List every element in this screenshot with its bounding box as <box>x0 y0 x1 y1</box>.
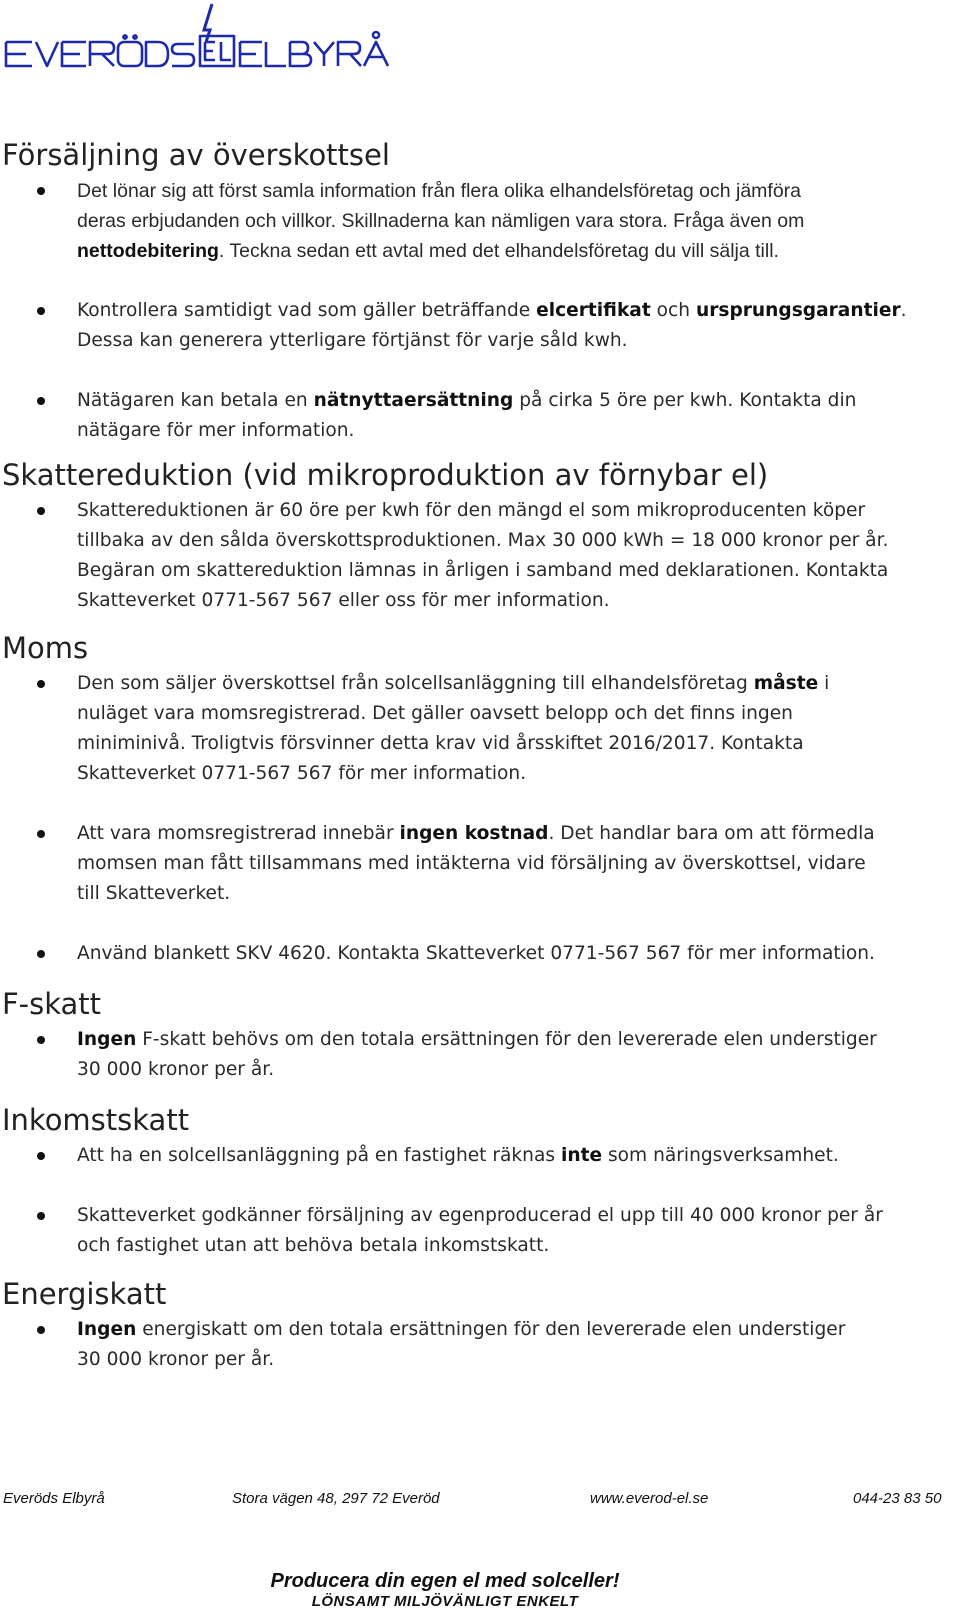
text-run: i <box>818 673 830 694</box>
footer-company-name: Everöds Elbyrå <box>3 1490 105 1507</box>
bullet-item <box>0 1201 960 1261</box>
text-run: Begäran om skattereduktion lämnas in årligen i samband med deklarationen. Kontakta <box>77 560 889 581</box>
section-heading: F-skatt <box>2 987 102 1021</box>
text-line <box>77 1231 958 1261</box>
section-heading: Energiskatt <box>2 1277 167 1311</box>
text-line <box>77 526 958 556</box>
bullet-icon <box>37 680 45 688</box>
text-run: Kontrollera samtidigt vad som gäller beträffande <box>77 300 537 321</box>
bullet-icon <box>37 950 45 958</box>
text-run: Skattereduktionen är 60 öre per kwh för den mängd el som mikroproducenten köper <box>77 500 866 521</box>
text-run: Nätägaren kan betala en <box>77 390 314 411</box>
text-run: och fastighet utan att behöva betala inkomstskatt. <box>77 1235 550 1256</box>
text-run: . Det handlar bara om att förmedla <box>548 823 875 844</box>
text-line <box>77 879 958 909</box>
text-run: deras erbjudanden och villkor. Skillnaderna kan nämligen vara stora. Fråga även om <box>77 210 805 232</box>
emphasized-text: nettodebitering <box>77 240 219 262</box>
text-line <box>77 669 958 699</box>
bullet-item <box>0 819 960 909</box>
emphasized-text: nätnyttaersättning <box>313 390 514 411</box>
text-run: . <box>900 300 907 321</box>
bullet-item <box>0 669 960 789</box>
text-line <box>77 1025 958 1055</box>
slogan-main: Producera din egen el med solceller! <box>270 1570 620 1592</box>
text-line <box>77 729 958 759</box>
text-line <box>77 849 958 879</box>
section-heading: Försäljning av överskottsel <box>2 138 390 172</box>
text-line <box>77 326 958 356</box>
bullet-icon <box>37 507 45 515</box>
bullet-icon <box>37 187 45 195</box>
slogan <box>0 1570 960 1611</box>
text-run: tillbaka av den sålda överskottsproduktionen. Max 30 000 kWh = 18 000 kronor per år. <box>77 530 889 551</box>
bullet-icon <box>37 1152 45 1160</box>
text-line <box>77 1345 958 1375</box>
text-run: Skatteverket 0771-567 567 för mer information. <box>77 763 527 784</box>
bullet-item <box>0 176 960 266</box>
text-run: momsen man fått tillsammans med intäkterna vid försäljning av överskottsel, vidare <box>77 853 866 874</box>
emphasized-text: Ingen <box>77 1319 137 1340</box>
bullet-icon <box>37 397 45 405</box>
text-line <box>77 236 958 266</box>
text-line <box>77 586 958 616</box>
text-run: till Skatteverket. <box>77 883 231 904</box>
text-run: på cirka 5 öre per kwh. Kontakta din <box>513 390 857 411</box>
text-run: 30 000 kronor per år. <box>77 1059 275 1080</box>
bullet-item <box>0 496 960 616</box>
text-run: F-skatt behövs om den totala ersättningen för den levererade elen understiger <box>136 1029 877 1050</box>
text-line <box>77 819 958 849</box>
emphasized-text: ingen kostnad <box>399 823 549 844</box>
emphasized-text: ursprungsgarantier <box>695 300 901 321</box>
text-line <box>77 1055 958 1085</box>
bullet-list <box>0 176 960 446</box>
text-run: Den som säljer överskottsel från solcellsanläggning till elhandelsföretag <box>77 673 754 694</box>
text-run: som näringsverksamhet. <box>602 1145 839 1166</box>
bullet-icon <box>37 1326 45 1334</box>
emphasized-text: inte <box>560 1145 603 1166</box>
bullet-list <box>0 1025 960 1085</box>
logo-graphic <box>2 2 394 70</box>
text-run: Det lönar sig att först samla information från flera olika elhandelsföretag och jämföra <box>77 180 802 202</box>
bullet-list <box>0 1141 960 1261</box>
text-run: Skatteverket godkänner försäljning av egenproducerad el upp till 40 000 kronor per år <box>77 1205 883 1226</box>
text-line <box>77 1201 958 1231</box>
document-body <box>0 138 960 1375</box>
text-line <box>77 176 958 206</box>
company-logo <box>2 2 394 70</box>
text-run: energiskatt om den totala ersättningen för den levererade elen understiger <box>136 1319 846 1340</box>
bullet-item <box>0 1315 960 1375</box>
emphasized-text: måste <box>753 673 819 694</box>
bullet-list <box>0 496 960 616</box>
text-run: Dessa kan generera ytterligare förtjänst för varje såld kwh. <box>77 330 628 351</box>
text-run: miniminivå. Troligtvis försvinner detta krav vid årsskiftet 2016/2017. Kontakta <box>77 733 804 754</box>
bullet-icon <box>37 830 45 838</box>
text-run: nuläget vara momsregistrerad. Det gäller oavsett belopp och det finns ingen <box>77 703 793 724</box>
slogan-sub: LÖNSAMT MILJÖVÄNLIGT ENKELT <box>311 1593 579 1610</box>
text-run: Skatteverket 0771-567 567 eller oss för mer information. <box>77 590 610 611</box>
bullet-item <box>0 1025 960 1085</box>
emphasized-text: Ingen <box>77 1029 137 1050</box>
text-run: Använd blankett SKV 4620. Kontakta Skatteverket 0771-567 567 för mer information. <box>77 943 875 964</box>
section-heading: Skattereduktion (vid mikroproduktion av förnybar el) <box>2 458 769 492</box>
footer-address: Stora vägen 48, 297 72 Everöd <box>232 1490 440 1507</box>
text-line <box>77 556 958 586</box>
text-line <box>77 939 958 969</box>
bullet-item <box>0 296 960 356</box>
text-line <box>77 296 958 326</box>
bullet-list <box>0 669 960 969</box>
bullet-item <box>0 1141 960 1171</box>
text-run: . Teckna sedan ett avtal med det elhandelsföretag du vill sälja till. <box>218 240 779 262</box>
text-line <box>77 1315 958 1345</box>
text-line <box>77 386 958 416</box>
bullet-icon <box>37 307 45 315</box>
text-run: Att vara momsregistrerad innebär <box>77 823 400 844</box>
bullet-item <box>0 939 960 969</box>
bullet-icon <box>37 1212 45 1220</box>
text-line <box>77 206 958 236</box>
text-run: och <box>650 300 696 321</box>
text-line <box>77 416 958 446</box>
text-run: Att ha en solcellsanläggning på en fastighet räknas <box>77 1145 561 1166</box>
section-heading: Moms <box>2 631 89 665</box>
emphasized-text: elcertifikat <box>536 300 651 321</box>
text-line <box>77 1141 958 1171</box>
text-line <box>77 759 958 789</box>
text-line <box>77 496 958 526</box>
page-footer <box>0 1484 960 1514</box>
text-run: 30 000 kronor per år. <box>77 1349 275 1370</box>
section-heading: Inkomstskatt <box>2 1103 190 1137</box>
bullet-list <box>0 1315 960 1375</box>
text-line <box>77 699 958 729</box>
bullet-icon <box>37 1036 45 1044</box>
bullet-item <box>0 386 960 446</box>
footer-website: www.everod-el.se <box>590 1490 709 1507</box>
text-run: nätägare för mer information. <box>77 420 355 441</box>
footer-phone: 044-23 83 50 <box>853 1490 942 1507</box>
